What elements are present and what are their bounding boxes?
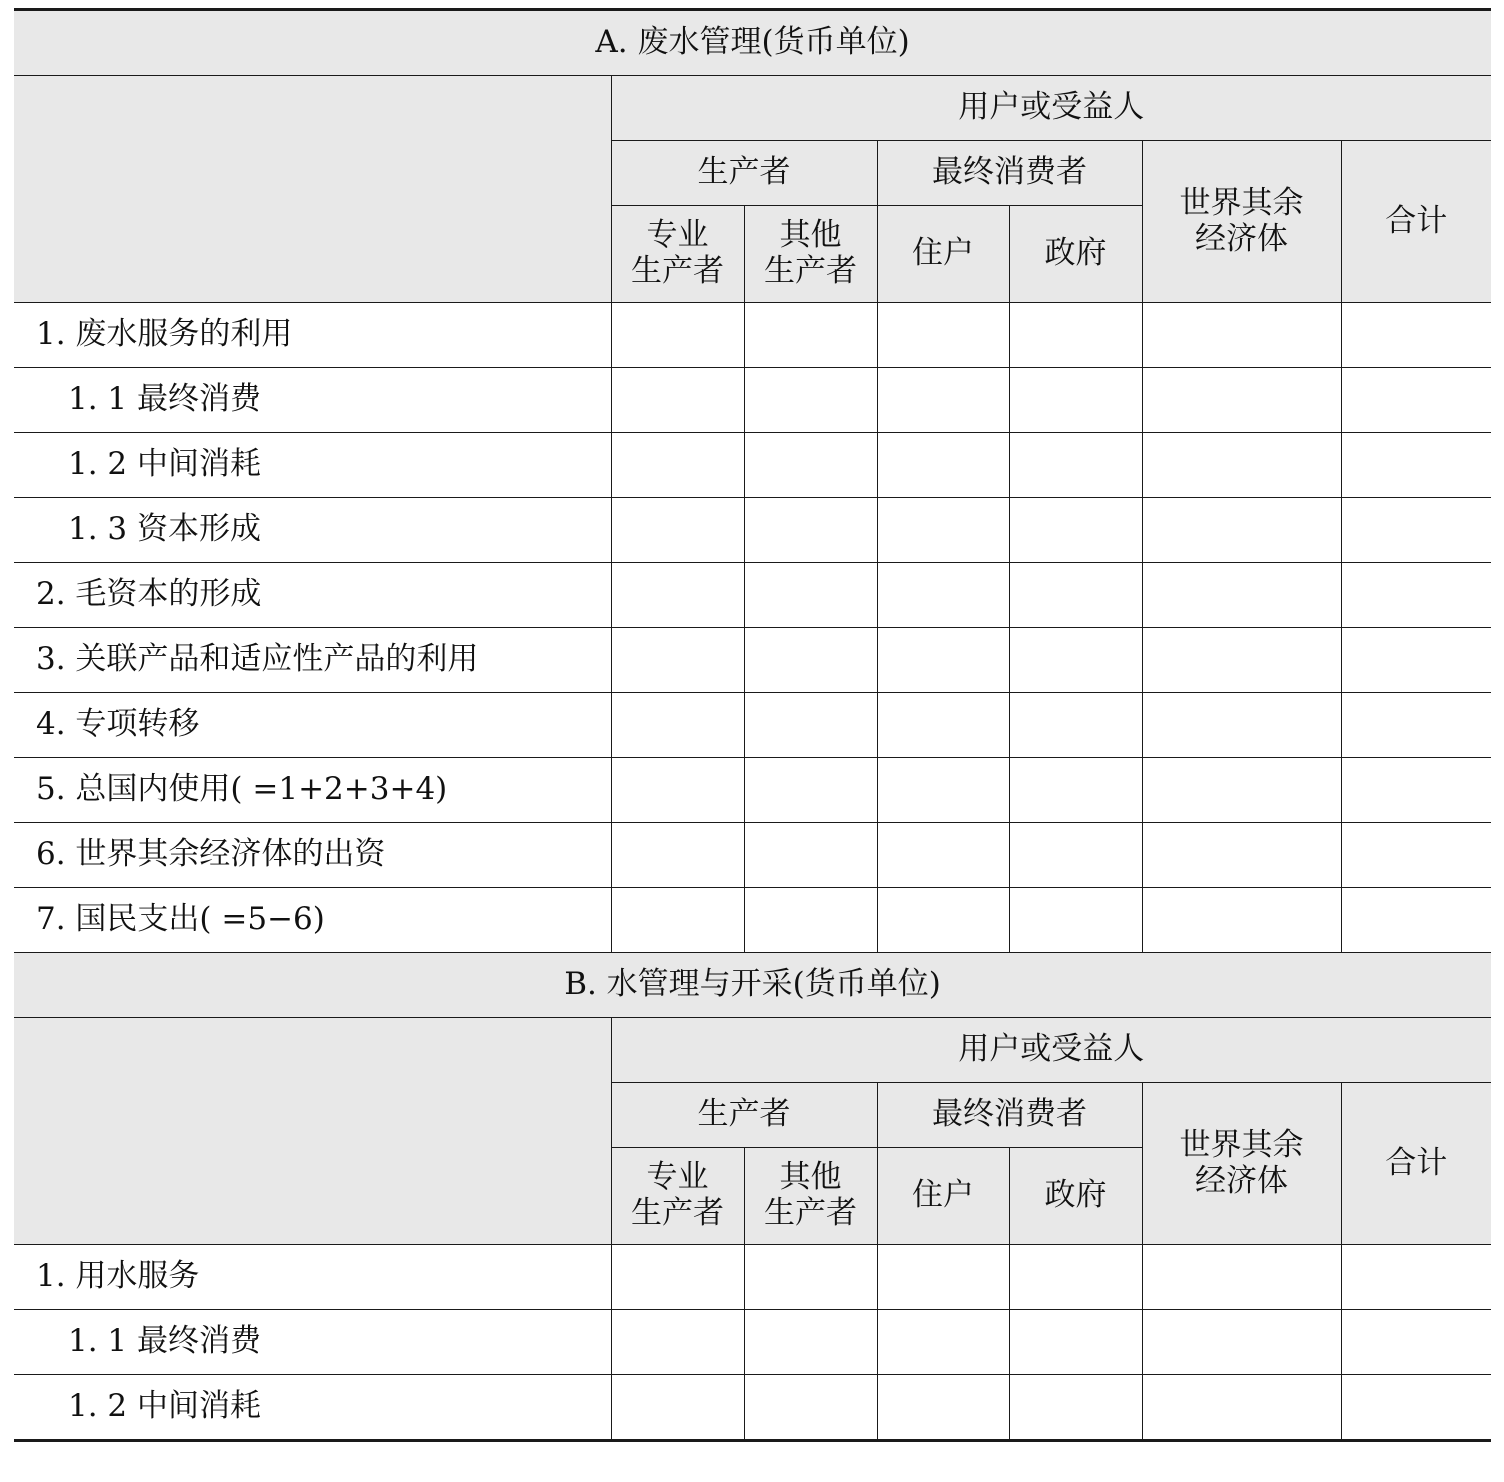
value-cell (611, 1375, 744, 1441)
value-cell (744, 563, 877, 628)
value-cell (877, 563, 1009, 628)
value-cell (1142, 693, 1341, 758)
section-title-row (14, 10, 1491, 76)
header-specialist-producers (611, 1148, 744, 1245)
value-cell (877, 368, 1009, 433)
value-cell (611, 368, 744, 433)
value-cell (877, 628, 1009, 693)
value-cell (1009, 563, 1142, 628)
header-specialist-producers (611, 206, 744, 303)
value-cell (1341, 303, 1491, 368)
value-cell (1009, 693, 1142, 758)
table-row (14, 498, 1491, 563)
section-title: A. 废水管理(货币单位) (14, 10, 1491, 76)
value-cell (744, 433, 877, 498)
row-label: 6. 世界其余经济体的出资 (14, 823, 611, 888)
header-households: 住户 (877, 206, 1009, 303)
header-row (14, 76, 1491, 141)
value-cell (877, 693, 1009, 758)
value-cell (1142, 1375, 1341, 1441)
value-cell (611, 433, 744, 498)
table-row (14, 823, 1491, 888)
header-rest-of-world-line: 经济体 (1195, 220, 1288, 257)
header-government: 政府 (1009, 1148, 1142, 1245)
row-label: 3. 关联产品和适应性产品的利用 (14, 628, 611, 693)
row-label: 1. 废水服务的利用 (14, 303, 611, 368)
header-final-consumers: 最终消费者 (877, 141, 1142, 206)
value-cell (1341, 433, 1491, 498)
header-blank-cell (14, 1018, 611, 1245)
value-cell (744, 1310, 877, 1375)
value-cell (1009, 888, 1142, 953)
value-cell (1009, 758, 1142, 823)
value-cell (611, 693, 744, 758)
header-specialist-producers-line: 生产者 (631, 253, 724, 289)
value-cell (744, 628, 877, 693)
header-specialist-producers-line: 专业 (646, 1159, 709, 1196)
value-cell (611, 758, 744, 823)
table-row (14, 628, 1491, 693)
header-blank-cell (14, 76, 611, 303)
value-cell (877, 888, 1009, 953)
header-final-consumers: 最终消费者 (877, 1083, 1142, 1148)
value-cell (877, 303, 1009, 368)
value-cell (744, 693, 877, 758)
table-row (14, 1245, 1491, 1310)
expenditure-table (14, 8, 1491, 1442)
row-label: 1. 1 最终消费 (14, 1310, 611, 1375)
value-cell (877, 823, 1009, 888)
value-cell (1009, 1310, 1142, 1375)
value-cell (611, 628, 744, 693)
value-cell (1142, 303, 1341, 368)
value-cell (1341, 1375, 1491, 1441)
header-other-producers (744, 206, 877, 303)
value-cell (1142, 433, 1341, 498)
value-cell (744, 368, 877, 433)
value-cell (1009, 823, 1142, 888)
value-cell (1341, 693, 1491, 758)
value-cell (1142, 758, 1341, 823)
value-cell (744, 823, 877, 888)
header-rest-of-world-line: 经济体 (1195, 1162, 1288, 1199)
value-cell (877, 498, 1009, 563)
row-label: 1. 2 中间消耗 (14, 433, 611, 498)
header-other-producers-line: 其他 (779, 217, 842, 254)
header-producers: 生产者 (611, 1083, 877, 1148)
table-row (14, 758, 1491, 823)
value-cell (1341, 1310, 1491, 1375)
table-row (14, 563, 1491, 628)
table-row (14, 303, 1491, 368)
section-title-row (14, 953, 1491, 1018)
value-cell (1142, 563, 1341, 628)
header-rest-of-world (1142, 1083, 1341, 1245)
value-cell (611, 303, 744, 368)
table-row (14, 433, 1491, 498)
row-label: 2. 毛资本的形成 (14, 563, 611, 628)
header-row (14, 1018, 1491, 1083)
row-label: 1. 3 资本形成 (14, 498, 611, 563)
table-row (14, 888, 1491, 953)
value-cell (877, 1375, 1009, 1441)
value-cell (877, 1310, 1009, 1375)
value-cell (611, 888, 744, 953)
value-cell (1142, 1245, 1341, 1310)
value-cell (1142, 498, 1341, 563)
row-label: 7. 国民支出( =5−6) (14, 888, 611, 953)
value-cell (1341, 888, 1491, 953)
value-cell (1009, 628, 1142, 693)
table-row (14, 1375, 1491, 1441)
value-cell (1009, 1375, 1142, 1441)
row-label: 5. 总国内使用( =1+2+3+4) (14, 758, 611, 823)
value-cell (1142, 368, 1341, 433)
header-total: 合计 (1341, 1083, 1491, 1245)
value-cell (1009, 498, 1142, 563)
header-producers: 生产者 (611, 141, 877, 206)
value-cell (1341, 1245, 1491, 1310)
value-cell (1341, 823, 1491, 888)
header-other-producers-line: 其他 (779, 1159, 842, 1196)
header-government: 政府 (1009, 206, 1142, 303)
value-cell (1142, 628, 1341, 693)
header-users-beneficiaries: 用户或受益人 (611, 76, 1491, 141)
value-cell (1009, 433, 1142, 498)
value-cell (877, 758, 1009, 823)
value-cell (1009, 1245, 1142, 1310)
header-households: 住户 (877, 1148, 1009, 1245)
value-cell (744, 888, 877, 953)
value-cell (744, 1375, 877, 1441)
value-cell (1009, 368, 1142, 433)
value-cell (1341, 498, 1491, 563)
row-label: 4. 专项转移 (14, 693, 611, 758)
value-cell (744, 1245, 877, 1310)
header-other-producers-line: 生产者 (764, 1195, 857, 1231)
value-cell (1142, 888, 1341, 953)
value-cell (744, 303, 877, 368)
header-rest-of-world (1142, 141, 1341, 303)
value-cell (744, 758, 877, 823)
value-cell (611, 1245, 744, 1310)
value-cell (611, 823, 744, 888)
row-label: 1. 用水服务 (14, 1245, 611, 1310)
value-cell (611, 498, 744, 563)
table-row (14, 693, 1491, 758)
value-cell (1341, 368, 1491, 433)
header-specialist-producers-line: 专业 (646, 217, 709, 254)
value-cell (744, 498, 877, 563)
value-cell (1341, 758, 1491, 823)
header-users-beneficiaries: 用户或受益人 (611, 1018, 1491, 1083)
value-cell (611, 563, 744, 628)
header-other-producers (744, 1148, 877, 1245)
value-cell (1341, 563, 1491, 628)
table-row (14, 1310, 1491, 1375)
value-cell (1142, 823, 1341, 888)
header-total: 合计 (1341, 141, 1491, 303)
header-specialist-producers-line: 生产者 (631, 1195, 724, 1231)
section-title: B. 水管理与开采(货币单位) (14, 953, 1491, 1018)
value-cell (877, 1245, 1009, 1310)
header-other-producers-line: 生产者 (764, 253, 857, 289)
value-cell (1142, 1310, 1341, 1375)
value-cell (1009, 303, 1142, 368)
header-rest-of-world-line: 世界其余 (1179, 1126, 1304, 1163)
value-cell (877, 433, 1009, 498)
row-label: 1. 1 最终消费 (14, 368, 611, 433)
table-row (14, 368, 1491, 433)
row-label: 1. 2 中间消耗 (14, 1375, 611, 1441)
value-cell (611, 1310, 744, 1375)
value-cell (1341, 628, 1491, 693)
header-rest-of-world-line: 世界其余 (1179, 184, 1304, 221)
